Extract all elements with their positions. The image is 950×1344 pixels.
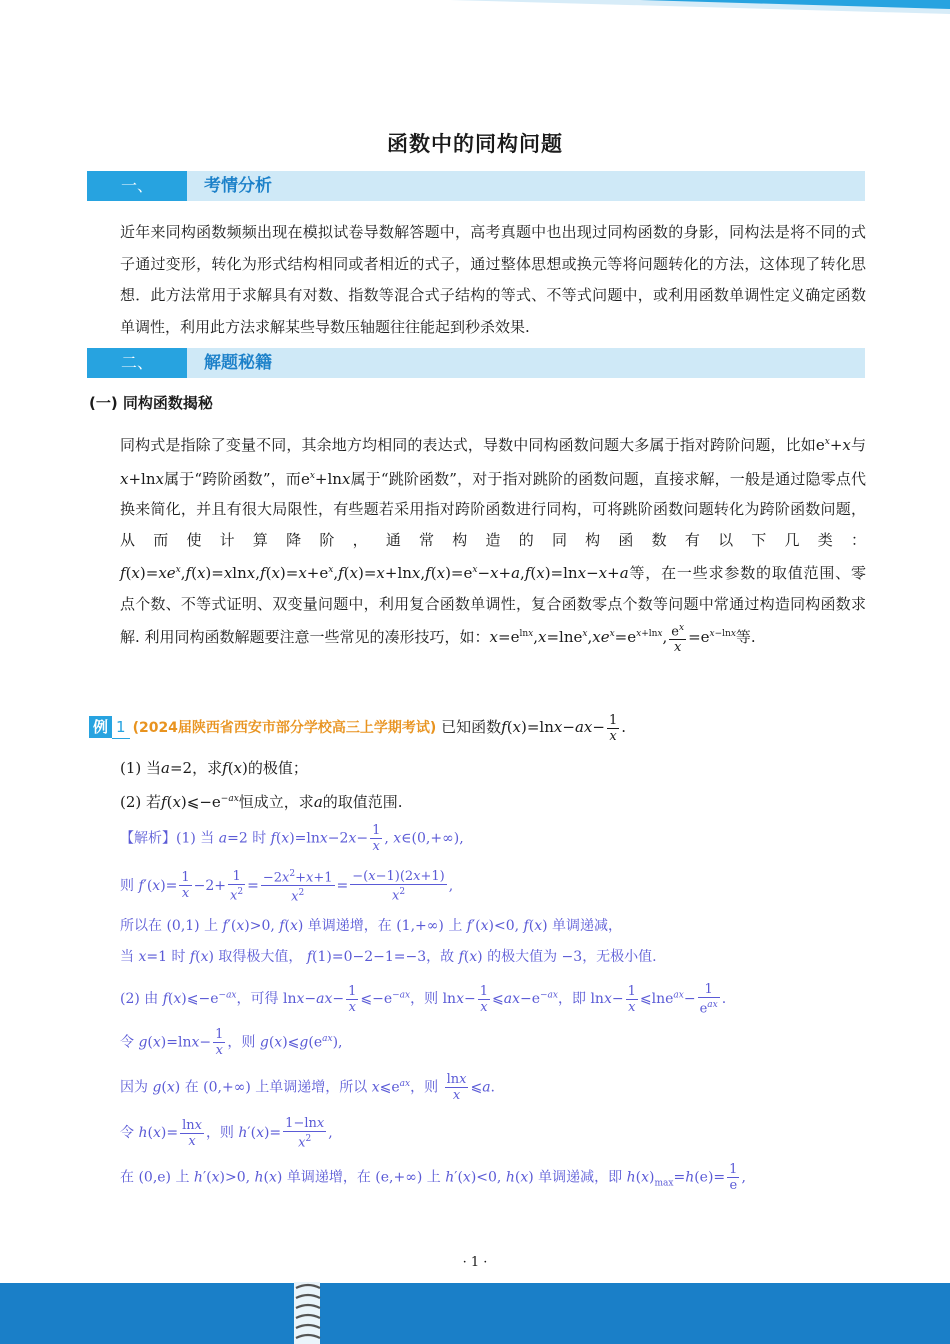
solution-line-9: 在 (0,e) 上 h′(x)>0, h(x) 单调递增，在 (e,+∞) 上 h′(x)<0, h(x) 单调递减，即 $h(x)_{max}=h(e)=$ $\frac{1}{e}$ , — [120, 1162, 746, 1193]
isomorphic-intro-paragraph: 同构式是指除了变量不同，其余地方均相同的表达式，导数中同构函数问题大多属于指对跨阶问题，比如$e^x+x$与x+lnx属于“跨阶函数”，而$e^x+\ln x$属于“跳阶函数”，对于指对跳阶的函数问题，直接求解，一般是通过隐零点代换来简化，并且有很大局限性，有些题若采用指对跨阶函数进行同构，可将跳阶函数问题转化为跨阶函数问题，从而使计算降阶，通常构造的同构函数有以下几类：$f(x)=xe^x,f(x)=xlnx,f(x)=x+e^x,f(x)=x+\ln x,f(x)=e^x-x+a,f(x)=\ln x-x+a$等，在一些求参数的取值范围、零点个数、不等式证明、双变量问题中，利用复合函数单调性，复合函数零点个数等问题中常通过构造同构函数求解. 利用同构函数解题要注意一些常见的凑形技巧，如：$x=e^{lnx},x=\ln e^x,xe^x=e^{x+lnx}$, $\frac{e^x}{x}$ $=e^{x-lnx}$等. — [120, 436, 866, 656]
solution-line-4: 当 x=1 时 f(x) 取得极大值， f(1)=0−2−1=−3，故 f(x) 的极大值为 −3，无极小值. — [120, 949, 657, 965]
subsection-heading: (一) 同构函数揭秘 — [89, 394, 213, 412]
solution-line-5: (2) 由 $f(x)⩽-e^{-ax}$，可得 lnx−ax− $\frac{1}{x}$ $⩽-e^{-ax}$，则 lnx− $\frac{1}{x}$ $⩽ax-e^{-ax}$，即 lnx− $\frac{1}{x}$ ⩽lne$^{ax}$− $\frac{1}{e^{ax}}$ . — [120, 982, 727, 1017]
example-source: (2024届陕西省西安市部分学校高三上学期考试) — [132, 720, 437, 736]
section-header-secrets — [87, 348, 865, 378]
question-2: (2) 若$f(x)⩽-e^{-ax}$恒成立，求a的取值范围. — [120, 793, 403, 811]
page-number: · 1 · — [462, 1255, 488, 1270]
section-label: 解题秘籍 — [204, 353, 272, 373]
example-number: 1 — [112, 716, 130, 739]
bottom-decoration-bar — [0, 1283, 950, 1344]
section-number: 一、 — [87, 171, 187, 201]
page-title: 函数中的同构问题 — [387, 132, 563, 156]
top-decoration-stripe — [0, 0, 950, 22]
solution-line-8: 令 h(x)= $\frac{\ln x}{x}$ ，则 h′(x)= $\frac{1-\ln x}{x^2}$ , — [120, 1116, 333, 1151]
example-heading: 例 1 (2024届陕西省西安市部分学校高三上学期考试) 已知函数f(x)=lnx−ax− $\frac{1}{x}$ . — [89, 712, 626, 744]
solution-line-2: 则 f′(x)= $\frac{1}{x}$ −2+ $\frac{1}{x^2}$ = $\frac{-2x^2+x+1}{x^2}$ = $\frac{-(x-1)(2x+1)}{x^2}$ , — [120, 868, 454, 905]
solution-line-3: 所以在 (0,1) 上 f′(x)>0, f(x) 单调递增，在 (1,+∞) 上 f′(x)<0, f(x) 单调递减， — [120, 918, 623, 934]
example-badge: 例 — [89, 716, 112, 738]
analysis-paragraph: 近年来同构函数频频出现在模拟试卷导数解答题中，高考真题中也出现过同构函数的身影，同构法是将不同的式子通过变形，转化为形式结构相同或者相近的式子，通过整体思想或换元等将问题转化的方法，这体现了转化思想．此方法常用于求解具有对数、指数等混合式子结构的等式、不等式问题中，或利用函数单调性定义确定函数单调性，利用此方法求解某些导数压轴题往往能起到秒杀效果. — [120, 223, 866, 336]
solution-line-1: 【解析】(1) 当 a=2 时 f(x)=lnx−2x− $\frac{1}{x}$ , x∈(0,+∞), — [120, 823, 464, 854]
spiral-binding-icon — [290, 1278, 326, 1344]
section-number: 二、 — [87, 348, 187, 378]
solution-line-7: 因为 g(x) 在 (0,+∞) 上单调递增，所以 $x⩽e^{ax}$，则 $\frac{\ln x}{x}$ ⩽a. — [120, 1072, 495, 1104]
section-header-analysis — [87, 171, 865, 201]
question-1: (1) 当a=2，求f(x)的极值； — [120, 759, 308, 777]
solution-line-6: 令 g(x)=lnx− $\frac{1}{x}$ ，则 $g(x)⩽g(e^{ax})$, — [120, 1027, 343, 1059]
section-label: 考情分析 — [204, 176, 272, 196]
